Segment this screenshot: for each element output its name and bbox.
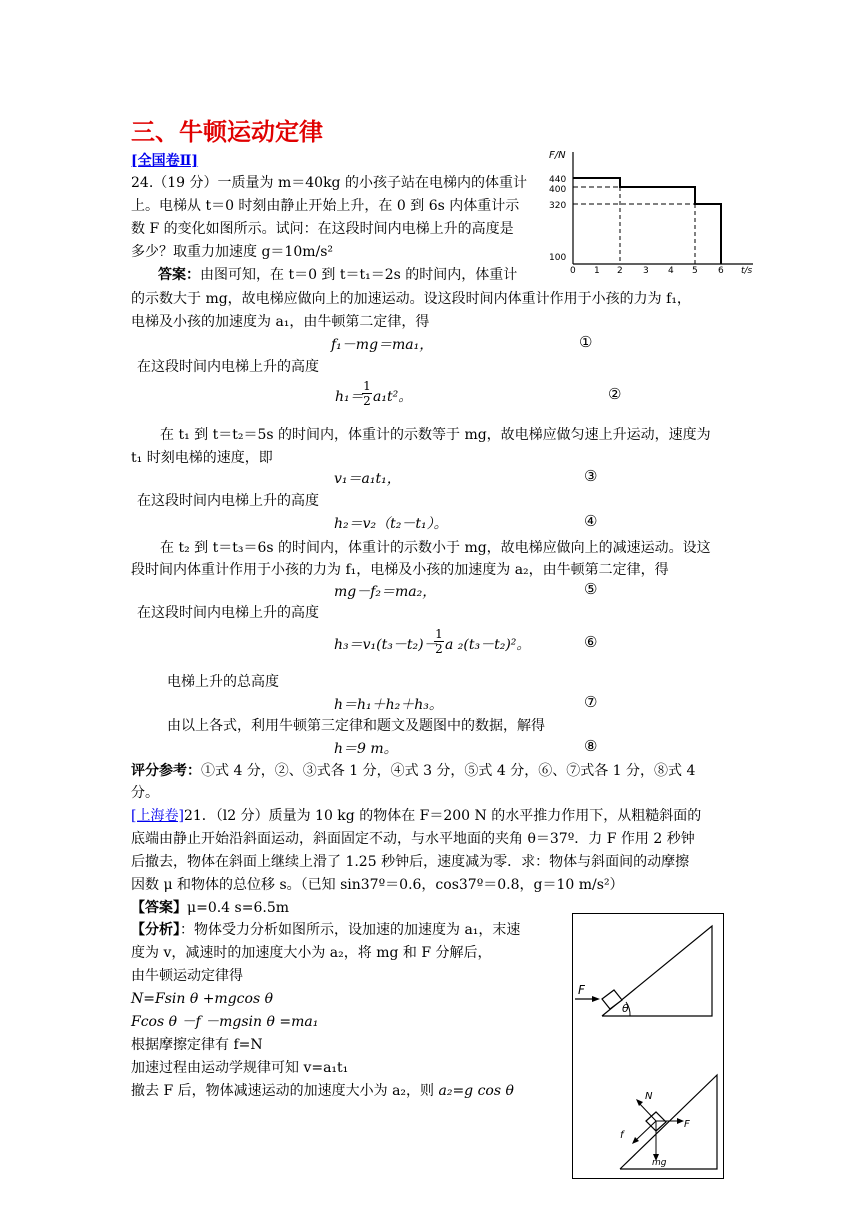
equation-7: h＝h₁＋h₂＋h₃。 <box>334 697 443 713</box>
lower-incline <box>620 1075 717 1169</box>
p2-analysis-label: 【分析】 <box>131 922 180 938</box>
p1-height-text-1: 在这段时间内电梯上升的高度 <box>137 359 319 375</box>
normal-force-arrowhead <box>636 1099 643 1106</box>
p2-decel-formula: a₂=g cos θ <box>438 1083 514 1099</box>
incline-figure <box>572 913 724 1179</box>
p1-paragraph-c-line2: 段时间内体重计作用于小孩的力为 f₁，电梯及小孩的加速度为 a₂，由牛顿第二定律，得 <box>131 562 669 578</box>
graph-xlabel: t/s <box>741 266 753 276</box>
p2-question-line2: 底端由静止开始沿斜面运动，斜面固定不动，与水平地面的夹角 θ＝37º．力 F 作用 2 秒钟 <box>131 831 695 847</box>
equation-1: f₁－mg＝ma₁， <box>331 337 434 353</box>
eq-number-2: ② <box>608 385 622 403</box>
gravity-label: mg <box>652 1158 667 1168</box>
p2-answer-label: 【答案】 <box>131 900 187 916</box>
p1-paragraph-c-line1: 在 t₂ 到 t＝t₃＝6s 的时间内，体重计的示数小于 mg，故电梯应做向上的减速运动。设这 <box>160 540 711 556</box>
p1-question-line4: 多少？取重力加速度 g＝10m/s² <box>131 244 334 260</box>
scoring-line1 <box>131 760 695 782</box>
answer-label: 答案： <box>158 267 200 283</box>
normal-force-arrow <box>638 1102 656 1121</box>
block <box>602 990 622 1009</box>
p1-answer-line2: 的示数大于 mg，故电梯应做向上的加速运动。设这段时间内体重计作用于小孩的力为 f₁， <box>131 291 691 307</box>
fraction-numerator: 1 <box>363 379 371 393</box>
scoring-label: 评分参考： <box>131 763 201 779</box>
fraction-half-1 <box>362 379 372 408</box>
graph-ylabel: F/N <box>549 150 566 161</box>
xtick-4: 4 <box>668 266 674 276</box>
p2-friction-law: 根据摩擦定律有 f=N <box>131 1037 263 1053</box>
p1-height-text-2: 在这段时间内电梯上升的高度 <box>137 493 319 509</box>
p2-analysis-line1 <box>131 919 520 941</box>
push-force-label: F <box>578 983 585 997</box>
equation-5: mg－f₂＝ma₂， <box>334 584 437 600</box>
equation-3: v₁＝a₁t₁， <box>334 471 401 487</box>
p2-equation-motion: Fcos θ －f －mgsin θ =ma₁ <box>131 1014 319 1030</box>
p2-question-text: 21．（l2 分）质量为 10 kg 的物体在 F＝200 N 的水平推力作用下，从粗糙斜面的 <box>183 808 702 824</box>
scoring-text: ①式 4 分，②、③式各 1 分，④式 3 分，⑤式 4 分，⑥、⑦式各 1 分，⑧式 4 <box>201 763 696 779</box>
p2-analysis-text: ：物体受力分析如图所示，设加速的加速度为 a₁，末速 <box>180 922 521 938</box>
xtick-6: 6 <box>718 266 724 276</box>
p2-analysis-line3: 由牛顿运动定律得 <box>131 968 243 984</box>
p1-answer-line1 <box>158 264 517 286</box>
answer-text: 由图可知，在 t＝0 到 t＝t₁＝2s 的时间内，体重计 <box>200 267 518 283</box>
normal-force-label: N <box>645 1091 653 1102</box>
xtick-5: 5 <box>692 266 698 276</box>
p1-total-height-text: 电梯上升的总高度 <box>167 674 279 690</box>
fraction-denominator: 2 <box>435 642 443 656</box>
equation-6-left: h₃＝v₁(t₃－t₂)－ <box>334 637 438 653</box>
xtick-1: 1 <box>594 266 600 276</box>
p2-answer <box>131 897 289 919</box>
p2-kinematics: 加速过程由运动学规律可知 v=a₁t₁ <box>131 1060 349 1076</box>
ytick-400: 400 <box>549 185 567 195</box>
xtick-0: 0 <box>570 266 576 276</box>
eq-number-6: ⑥ <box>584 633 598 651</box>
eq-number-4: ④ <box>584 512 598 530</box>
source-tag-shanghai[interactable]: [上海卷] <box>131 808 184 824</box>
p1-paragraph-b-line1: 在 t₁ 到 t＝t₂＝5s 的时间内，体重计的示数等于 mg，故电梯应做匀速上升运动，速度为 <box>160 427 711 443</box>
equation-6-right: a ₂(t₃－t₂)²。 <box>445 637 531 653</box>
scoring-line2: 分。 <box>131 785 159 801</box>
p2-decel-text: 撤去 F 后，物体减速运动的加速度大小为 a₂，则 <box>131 1083 439 1099</box>
p1-answer-line3: 电梯及小孩的加速度为 a₁，由牛顿第二定律，得 <box>131 314 430 330</box>
p1-height-text-3: 在这段时间内电梯上升的高度 <box>137 605 319 621</box>
friction-label: f <box>620 1130 624 1141</box>
ytick-320: 320 <box>549 201 567 211</box>
ytick-100: 100 <box>549 253 567 263</box>
p2-answer-text: μ=0.4 s=6.5m <box>187 900 289 916</box>
p2-question-line1 <box>131 805 701 827</box>
p2-equation-normal: N=Fsin θ +mgcos θ <box>131 991 274 1007</box>
equation-8: h＝9 m。 <box>334 741 398 757</box>
eq-number-8: ⑧ <box>584 737 598 755</box>
fraction-numerator: 1 <box>435 627 443 641</box>
p2-analysis-line2: 度为 v，减速时的加速度大小为 a₂，将 mg 和 F 分解后， <box>131 945 492 961</box>
p2-question-line3: 后撤去，物体在斜面上继续上滑了 1.25 秒钟后，速度减为零．求：物体与斜面间的动摩擦 <box>131 854 690 870</box>
force-curve <box>573 178 721 264</box>
eq-number-7: ⑦ <box>584 693 598 711</box>
angle-label: θ <box>622 1002 629 1015</box>
equation-2-left: h₁＝ <box>335 389 364 405</box>
eq-number-5: ⑤ <box>584 580 598 598</box>
source-tag-national[interactable]: [全国卷Ⅱ] <box>131 153 199 169</box>
applied-force-arrowhead <box>677 1118 684 1124</box>
xtick-3: 3 <box>643 266 649 276</box>
p1-question-line3: 数 F 的变化如图所示。试问：在这段时间内电梯上升的高度是 <box>131 221 514 237</box>
ytick-440: 440 <box>549 175 567 185</box>
figure-frame <box>573 914 724 1179</box>
fraction-denominator: 2 <box>363 394 371 408</box>
p1-solve-text: 由以上各式，利用牛顿第三定律和题文及题图中的数据，解得 <box>167 718 545 734</box>
force-time-graph <box>545 146 760 276</box>
fraction-half-2 <box>434 627 444 656</box>
section-heading: 三、牛顿运动定律 <box>131 118 323 146</box>
equation-4: h₂＝v₂（t₂－t₁）。 <box>334 516 448 532</box>
p1-question-line1: 24.（19 分）一质量为 m＝40kg 的小孩子站在电梯内的体重计 <box>131 175 527 191</box>
eq-number-3: ③ <box>584 467 598 485</box>
xtick-2: 2 <box>617 266 623 276</box>
p1-question-line2: 上。电梯从 t＝0 时刻由静止开始上升，在 0 到 6s 内体重计示 <box>131 198 520 214</box>
p2-question-line4: 因数 μ 和物体的总位移 s。（已知 sin37º＝0.6，cos37º＝0.8，g＝10 m/s²） <box>131 877 624 893</box>
applied-force-label: F <box>684 1119 690 1130</box>
p1-paragraph-b-line2: t₁ 时刻电梯的速度，即 <box>131 450 273 466</box>
p2-decel-line <box>131 1080 514 1102</box>
equation-2-right: a₁t²。 <box>373 389 413 405</box>
push-force-arrowhead <box>592 996 600 1002</box>
eq-number-1: ① <box>579 333 593 351</box>
